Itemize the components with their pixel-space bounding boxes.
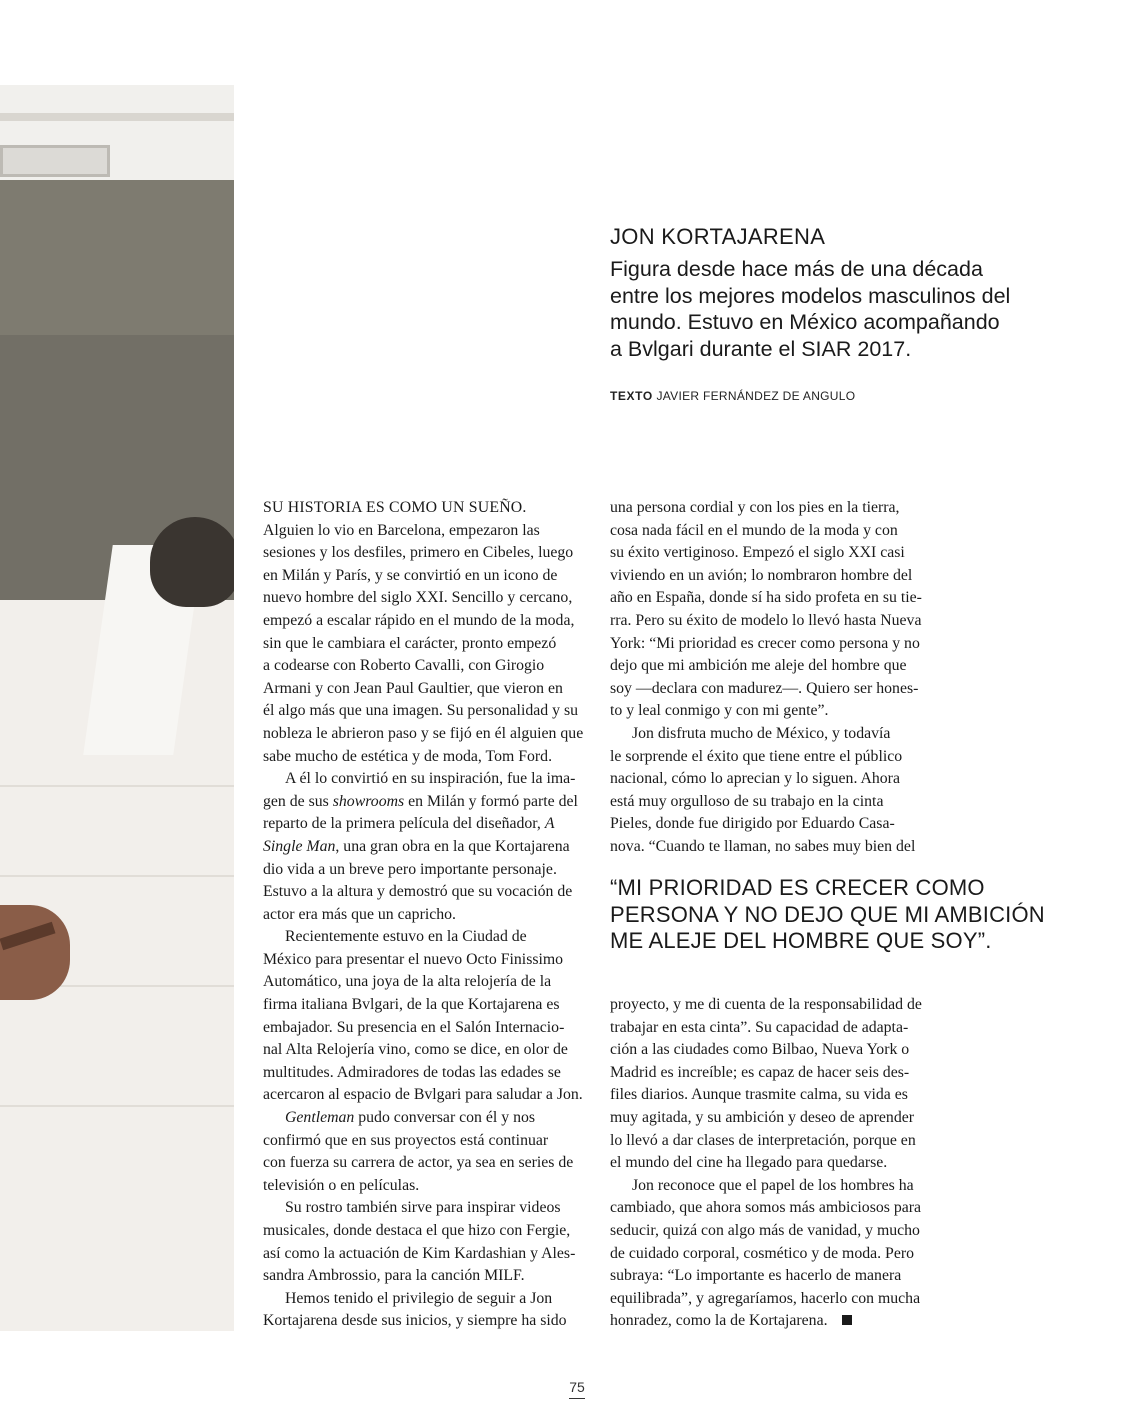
byline bbox=[610, 388, 1050, 404]
paragraph: SU HISTORIA ES COMO UN SUEÑO. Alguien lo vio en Barcelona, empezaron las sesiones y los desfiles, primero en Cibeles, luego en Milán y París, y se convirtió en un icono de nuevo hombre del siglo XXI. Sencillo y cercano, empezó a escalar rápido en el mundo de la moda, sin que le cambiara el carácter, pronto empezó a codearse con Roberto Cavalli, con Girogio Armani y con Jean Paul Gaultier, que vieron en él algo más que una imagen. Su personalidad y su nobleza le abrieron paso y se fijó en él alguien que sabe mucho de estética y de moda, Tom Ford. bbox=[263, 499, 584, 765]
body-column-2-top bbox=[610, 497, 930, 859]
article-intro: Figura desde hace más de una década entre los mejores modelos masculinos del mundo. Estuvo en México acompañando a Bvlgari durante el SIAR 2017. bbox=[610, 257, 1011, 361]
paragraph: Jon disfruta mucho de México, y todavía le sorprende el éxito que tiene entre el público nacional, cómo lo aprecian y lo siguen. Ahora está muy orgulloso de su trabajo en la cinta Pieles, donde fue dirigido por Eduardo Casa- nova. “Cuando te llaman, no sabes muy bien del bbox=[610, 724, 916, 855]
body-column-2-bottom bbox=[610, 994, 930, 1333]
page-number: 75 bbox=[569, 1379, 585, 1395]
paragraph: Su rostro también sirve para inspirar videos musicales, donde destaca el que hizo con Fergie, así como la actuación de Kim Kardashian y Ales- sandra Ambrossio, para la canción MILF. bbox=[263, 1199, 576, 1285]
lead-in: SU HISTORIA ES COMO UN SUEÑO. bbox=[263, 499, 527, 516]
paragraph: Recientemente estuvo en la Ciudad de México para presentar el nuevo Octo Finissimo Automático, una joya de la alta relojería de la firma italiana Bvlgari, de la que Kortajarena es embajador. Su presencia en el Salón Internacio- nal Alta Relojería vino, como se dice, en olor de multitudes. Admiradores de todas las edades se acercaron al espacio de Bvlgari para saludar a Jon. bbox=[263, 928, 583, 1104]
byline-author: JAVIER FERNÁNDEZ DE ANGULO bbox=[656, 389, 856, 403]
paragraph: Hemos tenido el privilegio de seguir a Jon Kortajarena desde sus inicios, y siempre ha sido bbox=[263, 1289, 567, 1330]
article-photo bbox=[0, 85, 234, 1331]
paragraph: una persona cordial y con los pies en la tierra, cosa nada fácil en el mundo de la moda y con su éxito vertiginoso. Empezó el siglo XXI casi viviendo en un avión; lo nombraron hombre del año en España, donde sí ha sido profeta en su tie- rra. Pero su éxito de modelo lo llevó hasta Nueva York: “Mi prioridad es crecer como persona y no dejo que mi ambición me aleje del hombre que soy —declara con madurez—. Quiero ser hones- to y leal conmigo y con mi gente”. bbox=[610, 499, 922, 720]
paragraph: Gentleman pudo conversar con él y nos confirmó que en sus proyectos está continuar con fuerza su carrera de actor, ya sea en series de televisión o en películas. bbox=[263, 1109, 574, 1194]
paragraph: proyecto, y me di cuenta de la responsabilidad de trabajar en esta cinta”. Su capacidad de adapta- ción a las ciudades como Bilbao, Nueva York o Madrid es increíble; es capaz de hacer seis des- files diarios. Aunque trasmite calma, su vida es muy agitada, y su ambición y deseo de aprender lo llevó a dar clases de interpretación, porque en el mundo del cine ha llegado para quedarse. bbox=[610, 996, 922, 1172]
article-title: JON KORTAJARENA bbox=[610, 224, 826, 249]
page-number-rule bbox=[569, 1398, 585, 1399]
paragraph: Jon reconoce que el papel de los hombres ha cambiado, que ahora somos más ambiciosos para seducir, quizá con algo más de vanidad, y mucho de cuidado corporal, cosmético y de moda. Pero subraya: “Lo importante es hacerlo de manera equilibrada”, y agregaríamos, hacerlo con mucha honradez, como la de Kortajarena. bbox=[610, 1176, 922, 1330]
paragraph: A él lo convirtió en su inspiración, fue la ima- gen de sus showrooms en Milán y formó parte del reparto de la primera película del diseñador, A Single Man, una gran obra en la que Kortajarena dio vida a un breve pero importante personaje. Estuvo a la altura y demostró que su vocación de actor era más que un capricho. bbox=[263, 770, 578, 923]
byline-label: TEXTO bbox=[610, 389, 653, 403]
end-mark-icon bbox=[842, 1315, 852, 1325]
pull-quote: “MI PRIORIDAD ES CRECER COMO PERSONA Y NO DEJO QUE MI AMBICIÓN ME ALEJE DEL HOMBRE QUE SOY”. bbox=[610, 875, 1045, 953]
body-column-1 bbox=[263, 497, 583, 1333]
